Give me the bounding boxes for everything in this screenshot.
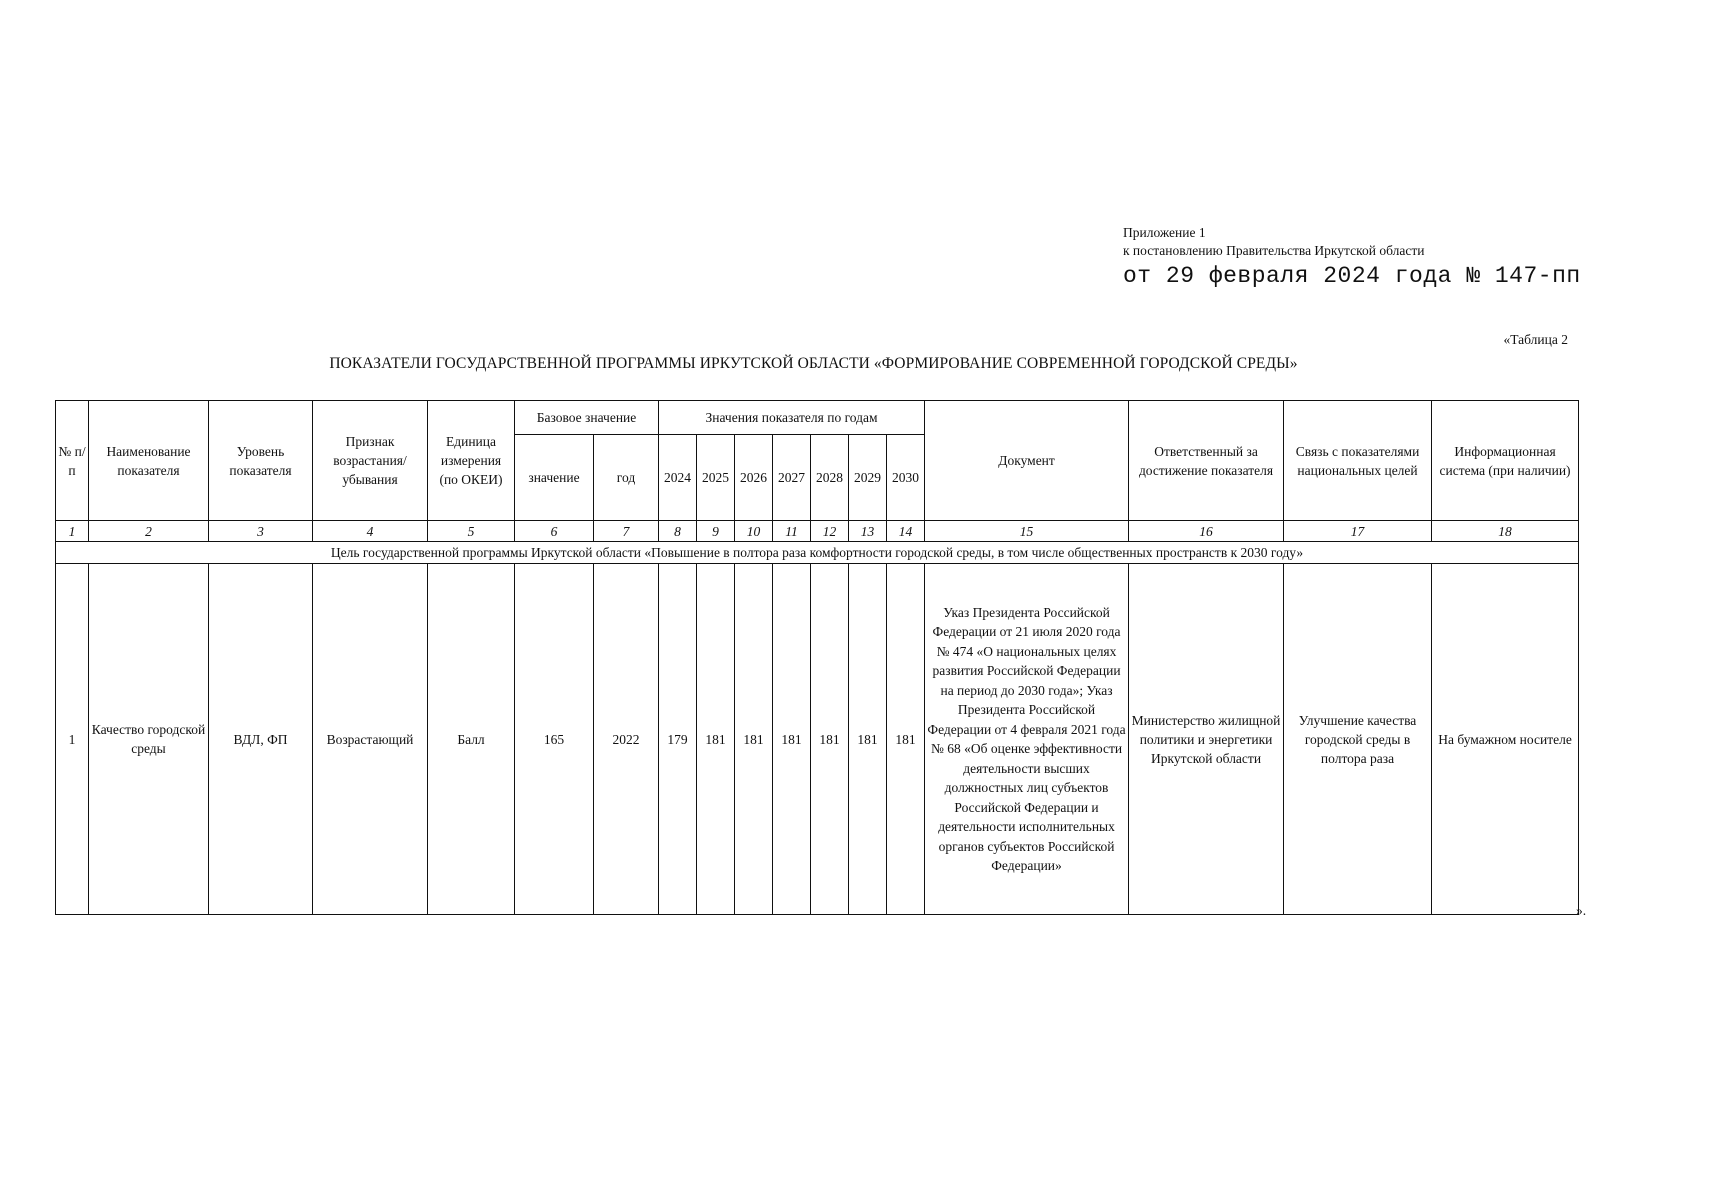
column-number: 16 — [1129, 521, 1284, 542]
goal-row — [56, 542, 1579, 564]
header-year: 2028 — [811, 435, 849, 521]
header-sign: Признак возрастания/ убывания — [313, 401, 428, 521]
header-national-goals-link: Связь с показателями национальных целей — [1284, 401, 1432, 521]
header-year: 2024 — [659, 435, 697, 521]
row-unit: Балл — [428, 564, 515, 915]
column-number: 10 — [735, 521, 773, 542]
row-sign: Возрастающий — [313, 564, 428, 915]
row-level: ВДЛ, ФП — [209, 564, 313, 915]
row-name: Качество городской среды — [89, 564, 209, 915]
column-number: 4 — [313, 521, 428, 542]
closing-quote: ». — [1576, 903, 1587, 918]
header-row-1 — [56, 401, 1579, 435]
column-number: 1 — [56, 521, 89, 542]
header-year: 2025 — [697, 435, 735, 521]
column-number: 6 — [515, 521, 594, 542]
table-row — [56, 564, 1579, 915]
row-info-system: На бумажном носителе — [1432, 564, 1579, 915]
row-year-value: 181 — [697, 564, 735, 915]
appendix-line-1: Приложение 1 — [1123, 225, 1206, 240]
header-year: 2029 — [849, 435, 887, 521]
column-number: 8 — [659, 521, 697, 542]
header-years-group: Значения показателя по годам — [659, 401, 925, 435]
header-base-value: значение — [515, 435, 594, 521]
column-number: 17 — [1284, 521, 1432, 542]
indicators-table — [55, 400, 1579, 915]
row-num: 1 — [56, 564, 89, 915]
header-level: Уровень показателя — [209, 401, 313, 521]
row-year-value: 181 — [773, 564, 811, 915]
header-base: Базовое значение — [515, 401, 659, 435]
appendix-block — [1123, 224, 1581, 290]
row-responsible: Министерство жилищной политики и энергетики Иркутской области — [1129, 564, 1284, 915]
column-number: 14 — [887, 521, 925, 542]
header-name: Наименование показателя — [89, 401, 209, 521]
column-number: 15 — [925, 521, 1129, 542]
appendix-line-2: к постановлению Правительства Иркутской области — [1123, 243, 1425, 258]
row-national-goals-link: Улучшение качества городской среды в полтора раза — [1284, 564, 1432, 915]
row-year-value: 181 — [887, 564, 925, 915]
header-document: Документ — [925, 401, 1129, 521]
row-base-year: 2022 — [594, 564, 659, 915]
column-number: 5 — [428, 521, 515, 542]
row-base-value: 165 — [515, 564, 594, 915]
resolution-stamp: от 29 февраля 2024 года № 147-пп — [1123, 263, 1581, 289]
table-number-label: «Таблица 2 — [1503, 332, 1568, 347]
column-number: 9 — [697, 521, 735, 542]
header-info-system: Информационная система (при наличии) — [1432, 401, 1579, 521]
row-year-value: 181 — [811, 564, 849, 915]
row-year-value: 181 — [849, 564, 887, 915]
column-number: 3 — [209, 521, 313, 542]
header-unit: Единица измерения (по ОКЕИ) — [428, 401, 515, 521]
header-responsible: Ответственный за достижение показателя — [1129, 401, 1284, 521]
header-num: № п/п — [56, 401, 89, 521]
row-year-value: 179 — [659, 564, 697, 915]
row-document: Указ Президента Российской Федерации от 21 июля 2020 года № 474 «О национальных целях развития Российской Федерации на период до 2030 года»; Указ Президента Российской Федерации от 4 февраля 2021 года № 68 «Об оценке эффективности деятельности высших должностных лиц субъектов Российской Федерации и деятельности исполнительных органов субъектов Российской Федерации» — [925, 564, 1129, 915]
header-year: 2026 — [735, 435, 773, 521]
column-number: 2 — [89, 521, 209, 542]
row-year-value: 181 — [735, 564, 773, 915]
column-number: 11 — [773, 521, 811, 542]
column-number: 12 — [811, 521, 849, 542]
header-year: 2027 — [773, 435, 811, 521]
document-title: ПОКАЗАТЕЛИ ГОСУДАРСТВЕННОЙ ПРОГРАММЫ ИРКУТСКОЙ ОБЛАСТИ «ФОРМИРОВАНИЕ СОВРЕМЕННОЙ ГОРОДСКОЙ СРЕДЫ» — [329, 355, 1298, 372]
column-number: 18 — [1432, 521, 1579, 542]
column-number: 13 — [849, 521, 887, 542]
header-year: 2030 — [887, 435, 925, 521]
header-base-year: год — [594, 435, 659, 521]
program-goal: Цель государственной программы Иркутской области «Повышение в полтора раза комфортности городской среды, в том числе общественных пространств к 2030 году» — [56, 542, 1579, 564]
column-number: 7 — [594, 521, 659, 542]
column-number-row — [56, 521, 1579, 542]
